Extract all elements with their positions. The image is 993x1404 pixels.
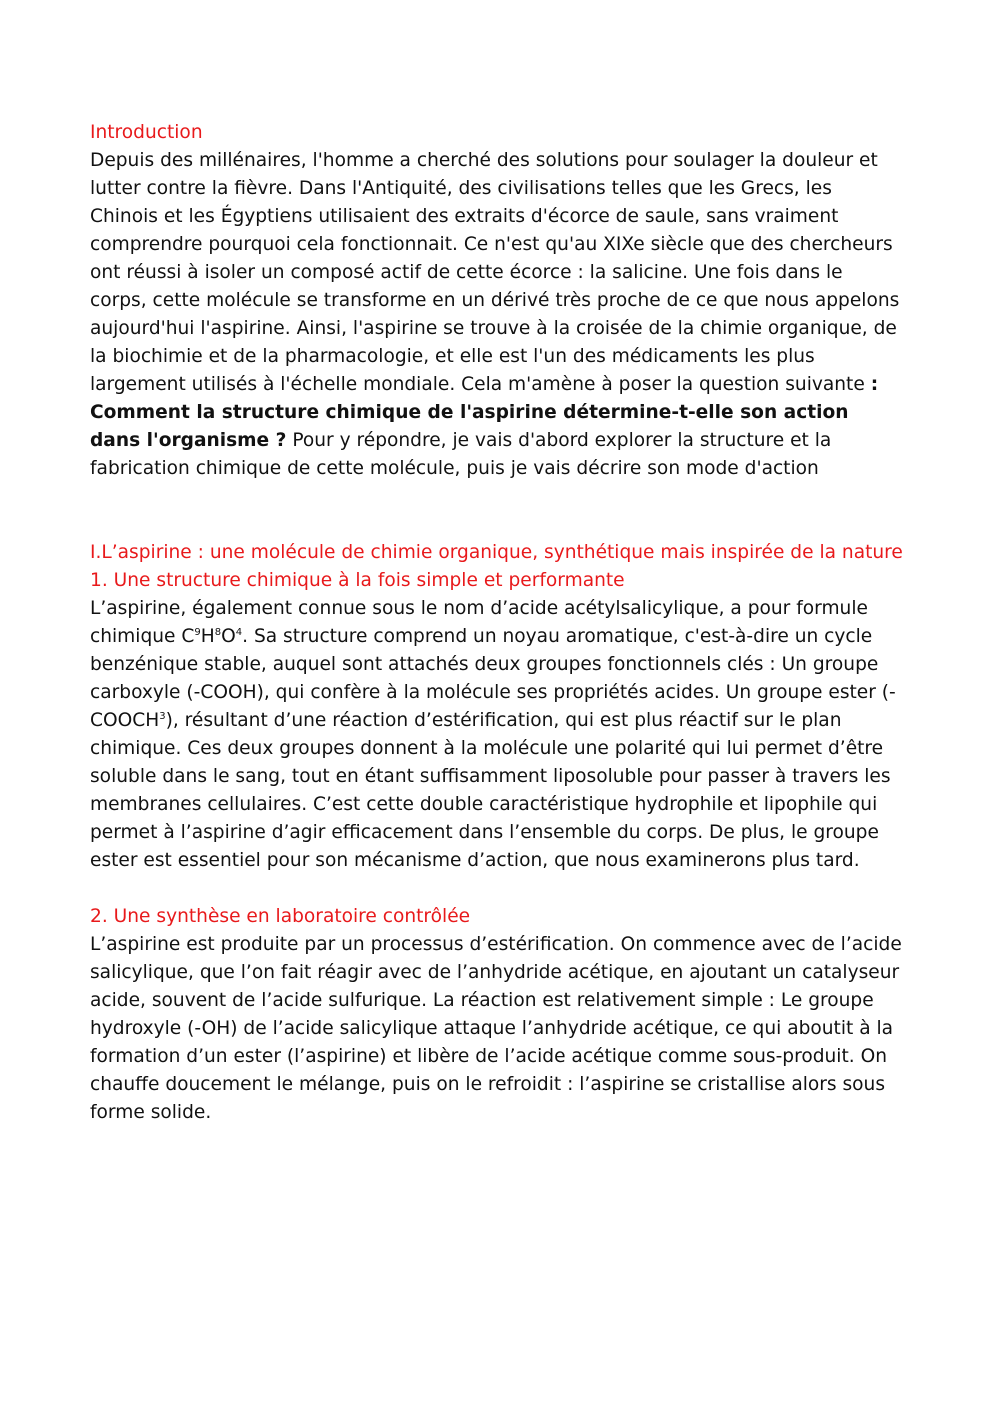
section2-heading: 2. Une synthèse en laboratoire contrôlée bbox=[90, 906, 471, 927]
part1-heading: I.L’aspirine : une molécule de chimie organique, synthétique mais inspirée de la nature bbox=[90, 542, 903, 563]
spacer bbox=[90, 483, 905, 539]
section1-heading: 1. Une structure chimique à la fois simple et performante bbox=[90, 570, 625, 591]
section2-paragraph: L’aspirine est produite par un processus d’estérification. On commence avec de l’acide salicylique, que l’on fait réagir avec de l’anhydride acétique, en ajoutant un catalyseur acide, souvent de l’acide sulfurique. La réaction est relativement simple : Le groupe hydroxyle (-OH) de l’acide salicylique attaque l’anhydride acétique, ce qui aboutit à la formation d’un ester (l’aspirine) et libère de l’acide acétique comme sous-produit. On chauffe doucement le mélange, puis on le refroidit : l’aspirine se cristallise alors sous forme solide. bbox=[90, 934, 902, 1123]
document-page bbox=[90, 119, 905, 1127]
introduction-text-after: Pour y répondre, je vais d'abord explorer la structure et la fabrication chimique de cette molécule, puis je vais décrire son mode d'action bbox=[90, 430, 832, 479]
section1-text-1: L’aspirine, également connue sous le nom d’acide acétylsalicylique, a pour formule chimique C bbox=[90, 598, 868, 647]
research-question: : Comment la structure chimique de l'aspirine détermine-t-elle son action dans l'organisme ? bbox=[90, 374, 879, 451]
section1-paragraph bbox=[90, 595, 905, 875]
section1-text-2: . Sa structure comprend un noyau aromatique, c'est-à-dire un cycle benzénique stable, auquel sont attachés deux groupes fonctionnels clés : Un groupe carboxyle (-COOH), qui confère à la molécule ses propriétés acides. Un groupe ester (-COOCH bbox=[90, 626, 896, 731]
introduction-heading: Introduction bbox=[90, 122, 203, 143]
formula-hydrogen: H bbox=[200, 626, 215, 647]
formula-oxygen-count: 4 bbox=[235, 627, 243, 638]
introduction-text-before: Depuis des millénaires, l'homme a cherché des solutions pour soulager la douleur et lutter contre la fièvre. Dans l'Antiquité, des civilisations telles que les Grecs, les Chinois et les Égyptiens utilisaient des extraits d'écorce de saule, sans vraiment comprendre pourquoi cela fonctionnait. Ce n'est qu'au XIXe siècle que des chercheurs ont réussi à isoler un composé actif de cette écorce : la salicine. Une fois dans le corps, cette molécule se transforme en un dérivé très proche de ce que nous appelons aujourd'hui l'aspirine. Ainsi, l'aspirine se trouve à la croisée de la chimie organique, de la biochimie et de la pharmacologie, et elle est l'un des médicaments les plus largement utilisés à l'échelle mondiale. Cela m'amène à poser la question suivante bbox=[90, 150, 900, 395]
spacer bbox=[90, 875, 905, 903]
formula-carbon-count: 9 bbox=[194, 627, 201, 638]
formula-hydrogen-count: 8 bbox=[214, 627, 222, 638]
formula-oxygen: O bbox=[221, 626, 236, 647]
section1-text-3: ), résultant d’une réaction d’estérification, qui est plus réactif sur le plan chimique. Ces deux groupes donnent à la molécule une polarité qui lui permet d’être soluble dans le sang, tout en étant suffisamment liposoluble pour passer à travers les membranes cellulaires. C’est cette double caractéristique hydrophile et lipophile qui permet à l’aspirine d’agir efficacement dans l’ensemble du corps. De plus, le groupe ester est essentiel pour son mécanisme d’action, que nous examinerons plus tard. bbox=[90, 710, 891, 871]
introduction-paragraph bbox=[90, 147, 905, 483]
ester-methyl-count: 3 bbox=[159, 711, 166, 722]
